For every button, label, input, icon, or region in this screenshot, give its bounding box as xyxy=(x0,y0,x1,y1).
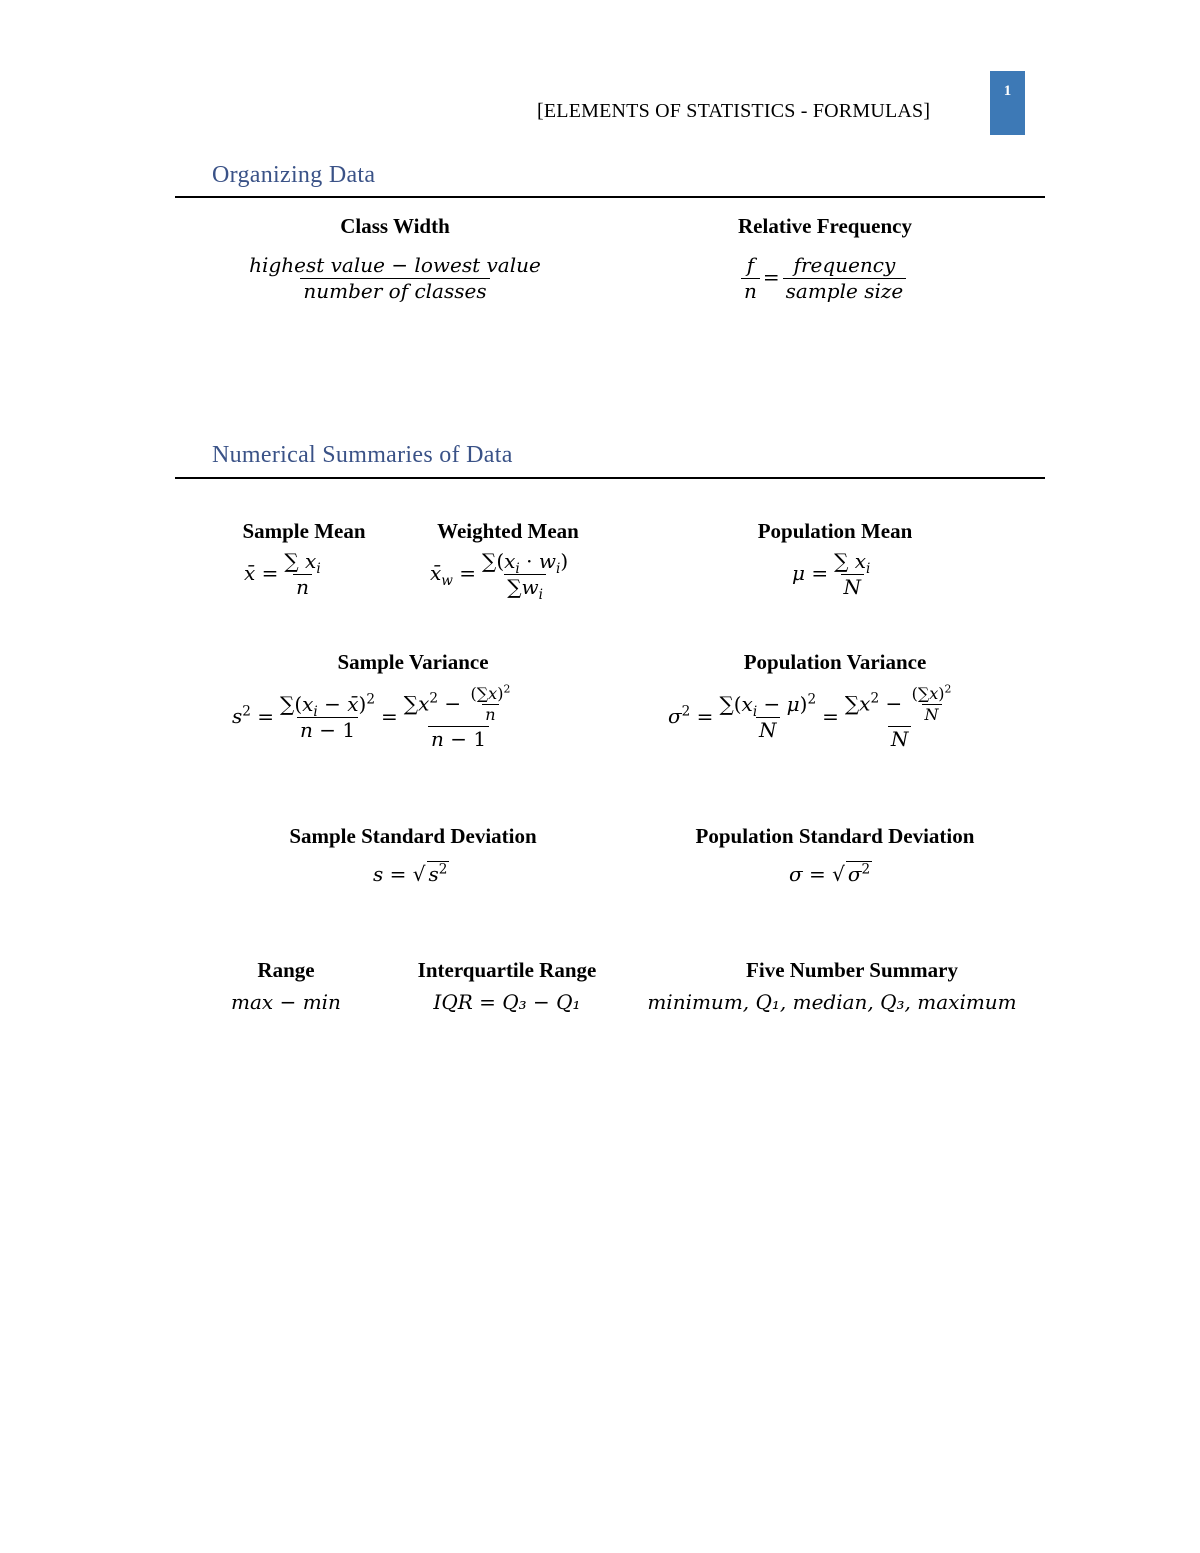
sample-variance-label: Sample Variance xyxy=(337,650,489,674)
sample-variance-formula: $s^2$ = $\frac{\sum(x_i - x̄)^2}{n - 1}$ = $\sum x^2$ − $\frac{(\sum x)^2}{n}$ n − 1 xyxy=(232,682,511,751)
weighted-mean-formula: $x̄_w$ = $\frac{\sum(x_i \cdot w_i)}{\sum w_i}$ xyxy=(430,549,569,603)
five-number-label: Five Number Summary xyxy=(746,958,958,982)
section-title-organizing: Organizing Data xyxy=(212,162,376,188)
sample-sd-label: Sample Standard Deviation xyxy=(289,824,537,848)
sample-sd-formula: s = √ $s^2$ xyxy=(373,861,448,886)
section-divider xyxy=(175,477,1045,479)
population-variance-label: Population Variance xyxy=(743,650,927,674)
population-mean-formula: μ = $\frac{\sum x_i}{N}$ xyxy=(792,549,871,599)
range-formula: max − min xyxy=(231,990,341,1014)
sample-mean-label: Sample Mean xyxy=(242,519,366,543)
section-title-numerical: Numerical Summaries of Data xyxy=(212,442,513,468)
class-width-formula xyxy=(225,254,565,303)
sample-mean-formula: x̄ = $\frac{\sum x_i}{n}$ xyxy=(244,549,321,599)
weighted-mean-label: Weighted Mean xyxy=(437,519,579,543)
class-width-numerator: highest value − lowest value xyxy=(249,253,541,277)
relative-frequency-formula: $\frac{f}{n}$ = $\frac{\text{frequency}}{\text{sample size}}$ xyxy=(738,254,909,303)
rf-lhs-numerator: f xyxy=(746,253,755,277)
class-width-label: Class Width xyxy=(340,214,450,238)
rf-rhs-numerator: frequency xyxy=(793,253,896,277)
five-number-formula: minimum, Q₁, median, Q₃, maximum xyxy=(647,990,1017,1014)
population-variance-formula: $\sigma^2$ = $\frac{\sum(x_i - \mu)^2}{N}$ = $\sum x^2$ − $\frac{(\sum x)^2}{N}$ N xyxy=(668,682,952,751)
population-mean-label: Population Mean xyxy=(757,519,913,543)
rf-rhs-denominator: sample size xyxy=(783,278,907,303)
page-number-tab: 1 xyxy=(990,71,1025,135)
header-title: [ELEMENTS OF STATISTICS - FORMULAS] xyxy=(537,100,931,122)
range-label: Range xyxy=(257,958,315,982)
section-divider xyxy=(175,196,1045,198)
population-sd-label: Population Standard Deviation xyxy=(695,824,975,848)
rf-lhs-denominator: n xyxy=(741,278,760,303)
iqr-label: Interquartile Range xyxy=(417,958,597,982)
iqr-formula: IQR = Q₃ − Q₁ xyxy=(433,990,581,1014)
relative-frequency-label: Relative Frequency xyxy=(738,214,912,238)
class-width-denominator: number of classes xyxy=(300,278,489,303)
population-sd-formula: σ = √ $\sigma^2$ xyxy=(789,861,871,886)
